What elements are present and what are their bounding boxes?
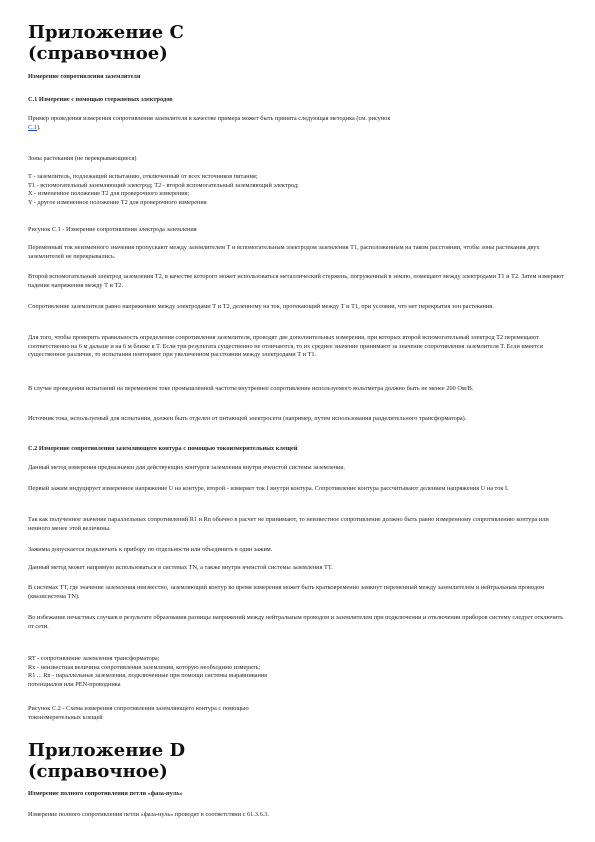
appendix-d-title-line2: (справочное) <box>28 761 168 782</box>
appendix-d-text: Измерение полного сопротивления петли «фаза-нуль» проводят в соответствии с 61.3.6.3. <box>28 811 270 818</box>
paragraph: Данный метод может напрямую использоваться в системах ТN, а также внутри ячеистой системы заземления ТТ. <box>28 564 333 571</box>
legend-line: Rx - неизвестная величина сопротивления заземления, которую необходимо измерить; <box>28 663 261 671</box>
c2-heading: С.2 Измерение сопротивления заземляющего контура с помощью токоизмерительных клещей <box>28 445 298 452</box>
paragraph: Во избежание нечастных случаев в результате образования разницы напряжений между нейтральным проводом и заземлителем при подключении и отключении приборов систему следует отключить от сети. <box>28 614 564 630</box>
paragraph: Так как полученное значение параллельных сопротивлений R1 и Rn обычно в расчет не принимают, то неизвестное сопротивление должно быть равно измеренному сопротивлению контура или немного менее этой величины. <box>28 516 549 532</box>
paragraph: В системах ТТ, где значение заземления неизвестно, заземляющий контур во время измерения может быть кратковременно замкнут переменный между заземлителем и нейтральным проводом (квазисистема ТN). <box>28 584 545 600</box>
c1-heading: С.1 Измерение с помощью стержневых электродов <box>28 96 173 103</box>
appendix-d-section: Измерение полного сопротивления петли «фаза-нуль» <box>28 790 183 797</box>
appendix-c-title-line2: (справочное) <box>28 43 168 64</box>
figure-c1-caption: Рисунок С.1 - Измерение сопротивления электрода заземления <box>28 226 197 233</box>
paragraph: Переменный ток неизменного значения пропускают между заземлителем Т и вспомогательным электродом заземления Т1, расположенным на таком расстоянии, чтобы зоны растекания двух заземлителей не перекрывались. <box>28 244 540 260</box>
zone-label: Зоны растекания (не перекрывающиеся) <box>28 155 137 162</box>
legend-line: Х - измененное положение Т2 для проверочного измерения; <box>28 190 190 198</box>
paragraph: Сопротивление заземлителя равно напряжению между электродами Т и Т2, деленному на ток, протекающий между Т и Т1, при условии, что нет перекрытия зон растекания. <box>28 303 494 310</box>
figure-c1-link[interactable]: С.1 <box>28 123 37 131</box>
paragraph: Данный метод измерения предназначен для действующих контуров заземления внутри ячеистой системы заземления. <box>28 464 345 471</box>
figure-c2-caption-line2: токоизмерительных клещей <box>28 713 103 721</box>
appendix-c-title-line1: Приложение С <box>28 22 184 43</box>
intro-text: Пример проведения измерения сопротивления заземлителя в качестве примера может быть принята следующая методика (см. рисунок <box>28 115 391 122</box>
paragraph: Зажимы допускается подключать к прибору по отдельности или объединить в один зажим. <box>28 546 273 553</box>
legend-line: Т - заземлитель, подлежащий испытанию, отключенный от всех источников питания; <box>28 173 258 180</box>
legend-line: потенциалов или PEN-проводника <box>28 680 121 688</box>
appendix-d-title <box>28 740 185 782</box>
figure-c2-caption <box>28 705 568 722</box>
paragraph: В случае проведения испытаний на переменном токе промышленной частоты внутреннее сопротивление используемого вольтметра должно быть не менее 200 Ом/В. <box>28 385 474 392</box>
intro-paragraph <box>28 115 568 132</box>
intro-end: ). <box>36 123 41 131</box>
paragraph: Источник тока, используемый для испытания, должен быть отделен от питающей электросети (например, путем использования разделительного трансформатора). <box>28 415 467 422</box>
paragraph: Второй вспомогательный электрод заземления Т2, в качестве которого может использоваться металлический стержень, погруженный в землю, помещают между электродами Т1 и Т2. Затем измеряют падение напряжения между Т и Т2. <box>28 273 565 289</box>
legend-line: Т1 - вспомогательный заземляющий электрод; Т2 - второй вспомогательный заземляющий электрод; <box>28 181 299 189</box>
appendix-d-title-line1: Приложение D <box>28 740 186 761</box>
figure-c2-caption-line1: Рисунок С.2 - Схема измерения сопротивления заземляющего контура с помощью <box>28 705 249 712</box>
legend-line: R1 ... Rn - параллельные заземления, подключенные при помощи системы выравнивания <box>28 672 268 680</box>
figure-c1-legend <box>28 173 568 207</box>
appendix-c-section: Измерение сопротивления заземлителя <box>28 73 141 80</box>
paragraph: Первый зажим индуцирует измеренное напряжение U на контуре, второй - измеряет ток I внутри контура. Сопротивление контура рассчитывают делением напряжения U на ток I. <box>28 485 509 492</box>
legend-line: RT - сопротивление заземления трансформатора; <box>28 655 160 662</box>
paragraph: Для того, чтобы проверить правильность определения сопротивления заземлителя, проводят две дополнительных измерения, при которых второй вспомогательный электрод Т2 перемещают соответственно на 6 м дальше и на 6 м ближе к Т. Если три результата существенно не отличаются, то их среднее значение принимают за значение сопротивления заземлителя Т. Если имеется существенное различие, то испытания повторяют при увеличенном расстоянии между электродами Т и Т1. <box>28 334 543 359</box>
legend-line: Y - другое измененное положение Т2 для проверочного измерения <box>28 198 207 206</box>
appendix-c-title <box>28 22 184 64</box>
figure-c2-legend <box>28 655 568 689</box>
